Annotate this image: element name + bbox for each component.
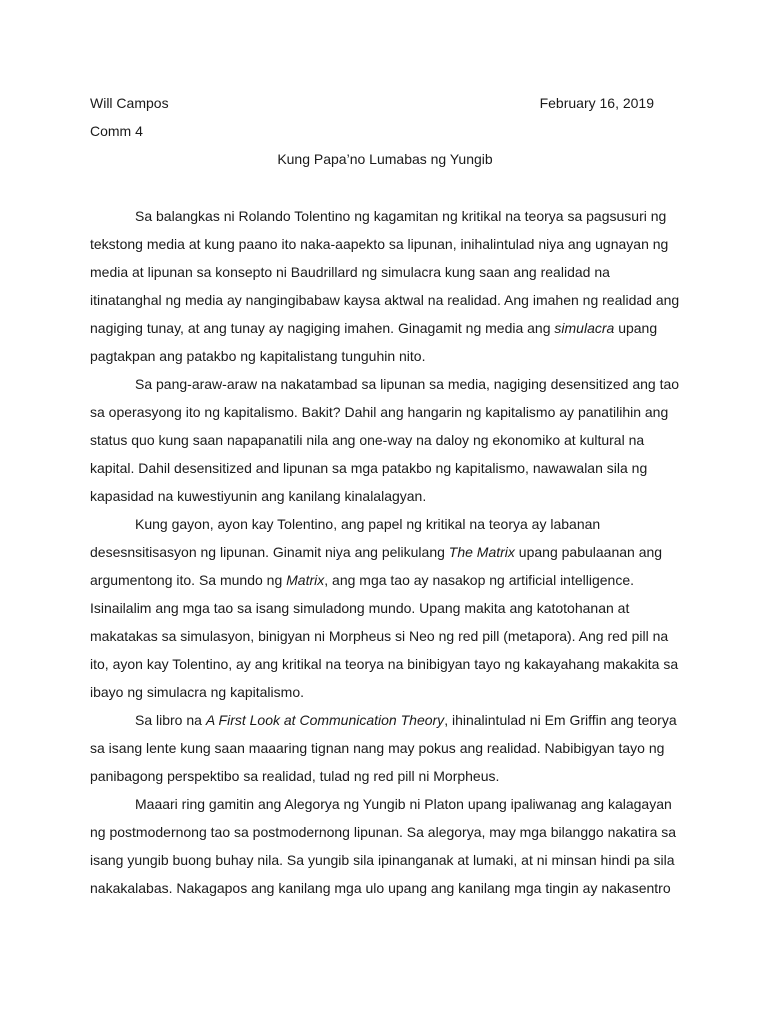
- italic-text: The Matrix: [448, 544, 515, 560]
- paragraph: [90, 790, 682, 902]
- italic-text: Matrix: [286, 572, 325, 588]
- paragraph-text: Sa libro na: [135, 712, 206, 728]
- paragraph-text: upang pagtakpan ang patakbo ng kapitalistang tunguhin nito.: [90, 320, 658, 364]
- paragraph-text: , ang mga tao ay nasakop ng artificial intelligence. Isinailalim ang mga tao sa isang simuladong mundo. Upang makita ang katotohanan at makatakas sa simulasyon, binigyan ni Morpheus si Neo ng red pill (metapora). Ang red pill na ito, ayon kay Tolentino, ay ang kritikal na teorya na binibigyan tayo ng kakayahang makakita sa ibayo ng simulacra ng kapitalismo.: [90, 572, 679, 700]
- paragraph: [90, 202, 682, 370]
- document-body: [90, 202, 682, 902]
- document-title: Kung Papa’no Lumabas ng Yungib: [277, 151, 493, 167]
- course-name: Comm 4: [90, 123, 143, 139]
- paragraph-text: Sa pang-araw-araw na nakatambad sa lipunan sa media, nagiging desensitized ang tao sa operasyong ito ng kapitalismo. Bakit? Dahil ang hangarin ng kapitalismo ay panatilihin ang status quo kung saan napapanatili nila ang one-way na daloy ng ekonomiko at kultural na kapital. Dahil desensitized and lipunan sa mga patakbo ng kapitalismo, nawawalan sila ng kapasidad na kuwestiyunin ang kanilang kinalalagyan.: [90, 376, 680, 504]
- paragraph-text: , ihinalintulad ni Em Griffin ang teorya sa isang lente kung saan maaaring tignan nang may pokus ang realidad. Nabibigyan tayo ng panibagong perspektibo sa realidad, tulad ng red pill ni Morpheus.: [90, 712, 677, 784]
- paragraph: [90, 370, 682, 510]
- italic-text: A First Look at Communication Theory: [205, 712, 445, 728]
- paragraph: [90, 510, 682, 706]
- author-name: Will Campos: [90, 95, 169, 111]
- paragraph-text: Sa balangkas ni Rolando Tolentino ng kagamitan ng kritikal na teorya sa pagsusuri ng tekstong media at kung paano ito naka-aapekto sa lipunan, inihalintulad niya ang ugnayan ng media at lipunan sa konsepto ni Baudrillard ng simulacra kung saan ang realidad na itinatanghal ng media ay nangingibabaw kaysa aktwal na realidad. Ang imahen ng realidad ang nagiging tunay, at ang tunay ay nagiging imahen. Ginagamit ng media ang: [90, 208, 680, 336]
- paragraph-text: Kung gayon, ayon kay Tolentino, ang papel ng kritikal na teorya ay labanan desesnsitisasyon ng lipunan. Ginamit niya ang pelikulang: [90, 516, 601, 560]
- header-row: [90, 94, 654, 112]
- italic-text: simulacra: [554, 320, 615, 336]
- paragraph-text: Maaari ring gamitin ang Alegorya ng Yungib ni Platon upang ipaliwanag ang kalagayan ng postmodernong tao sa postmodernong lipunan. Sa alegorya, may mga bilanggo nakatira sa isang yungib buong buhay nila. Sa yungib sila ipinanganak at lumaki, at ni minsan hindi pa sila nakakalabas. Nakagapos ang kanilang mga ulo upang ang kanilang mga tingin ay nakasentro: [90, 796, 677, 896]
- paragraph: [90, 706, 682, 790]
- document-date: February 16, 2019: [539, 95, 654, 111]
- paragraph-text: upang pabulaanan ang argumentong ito. Sa mundo ng: [90, 544, 663, 588]
